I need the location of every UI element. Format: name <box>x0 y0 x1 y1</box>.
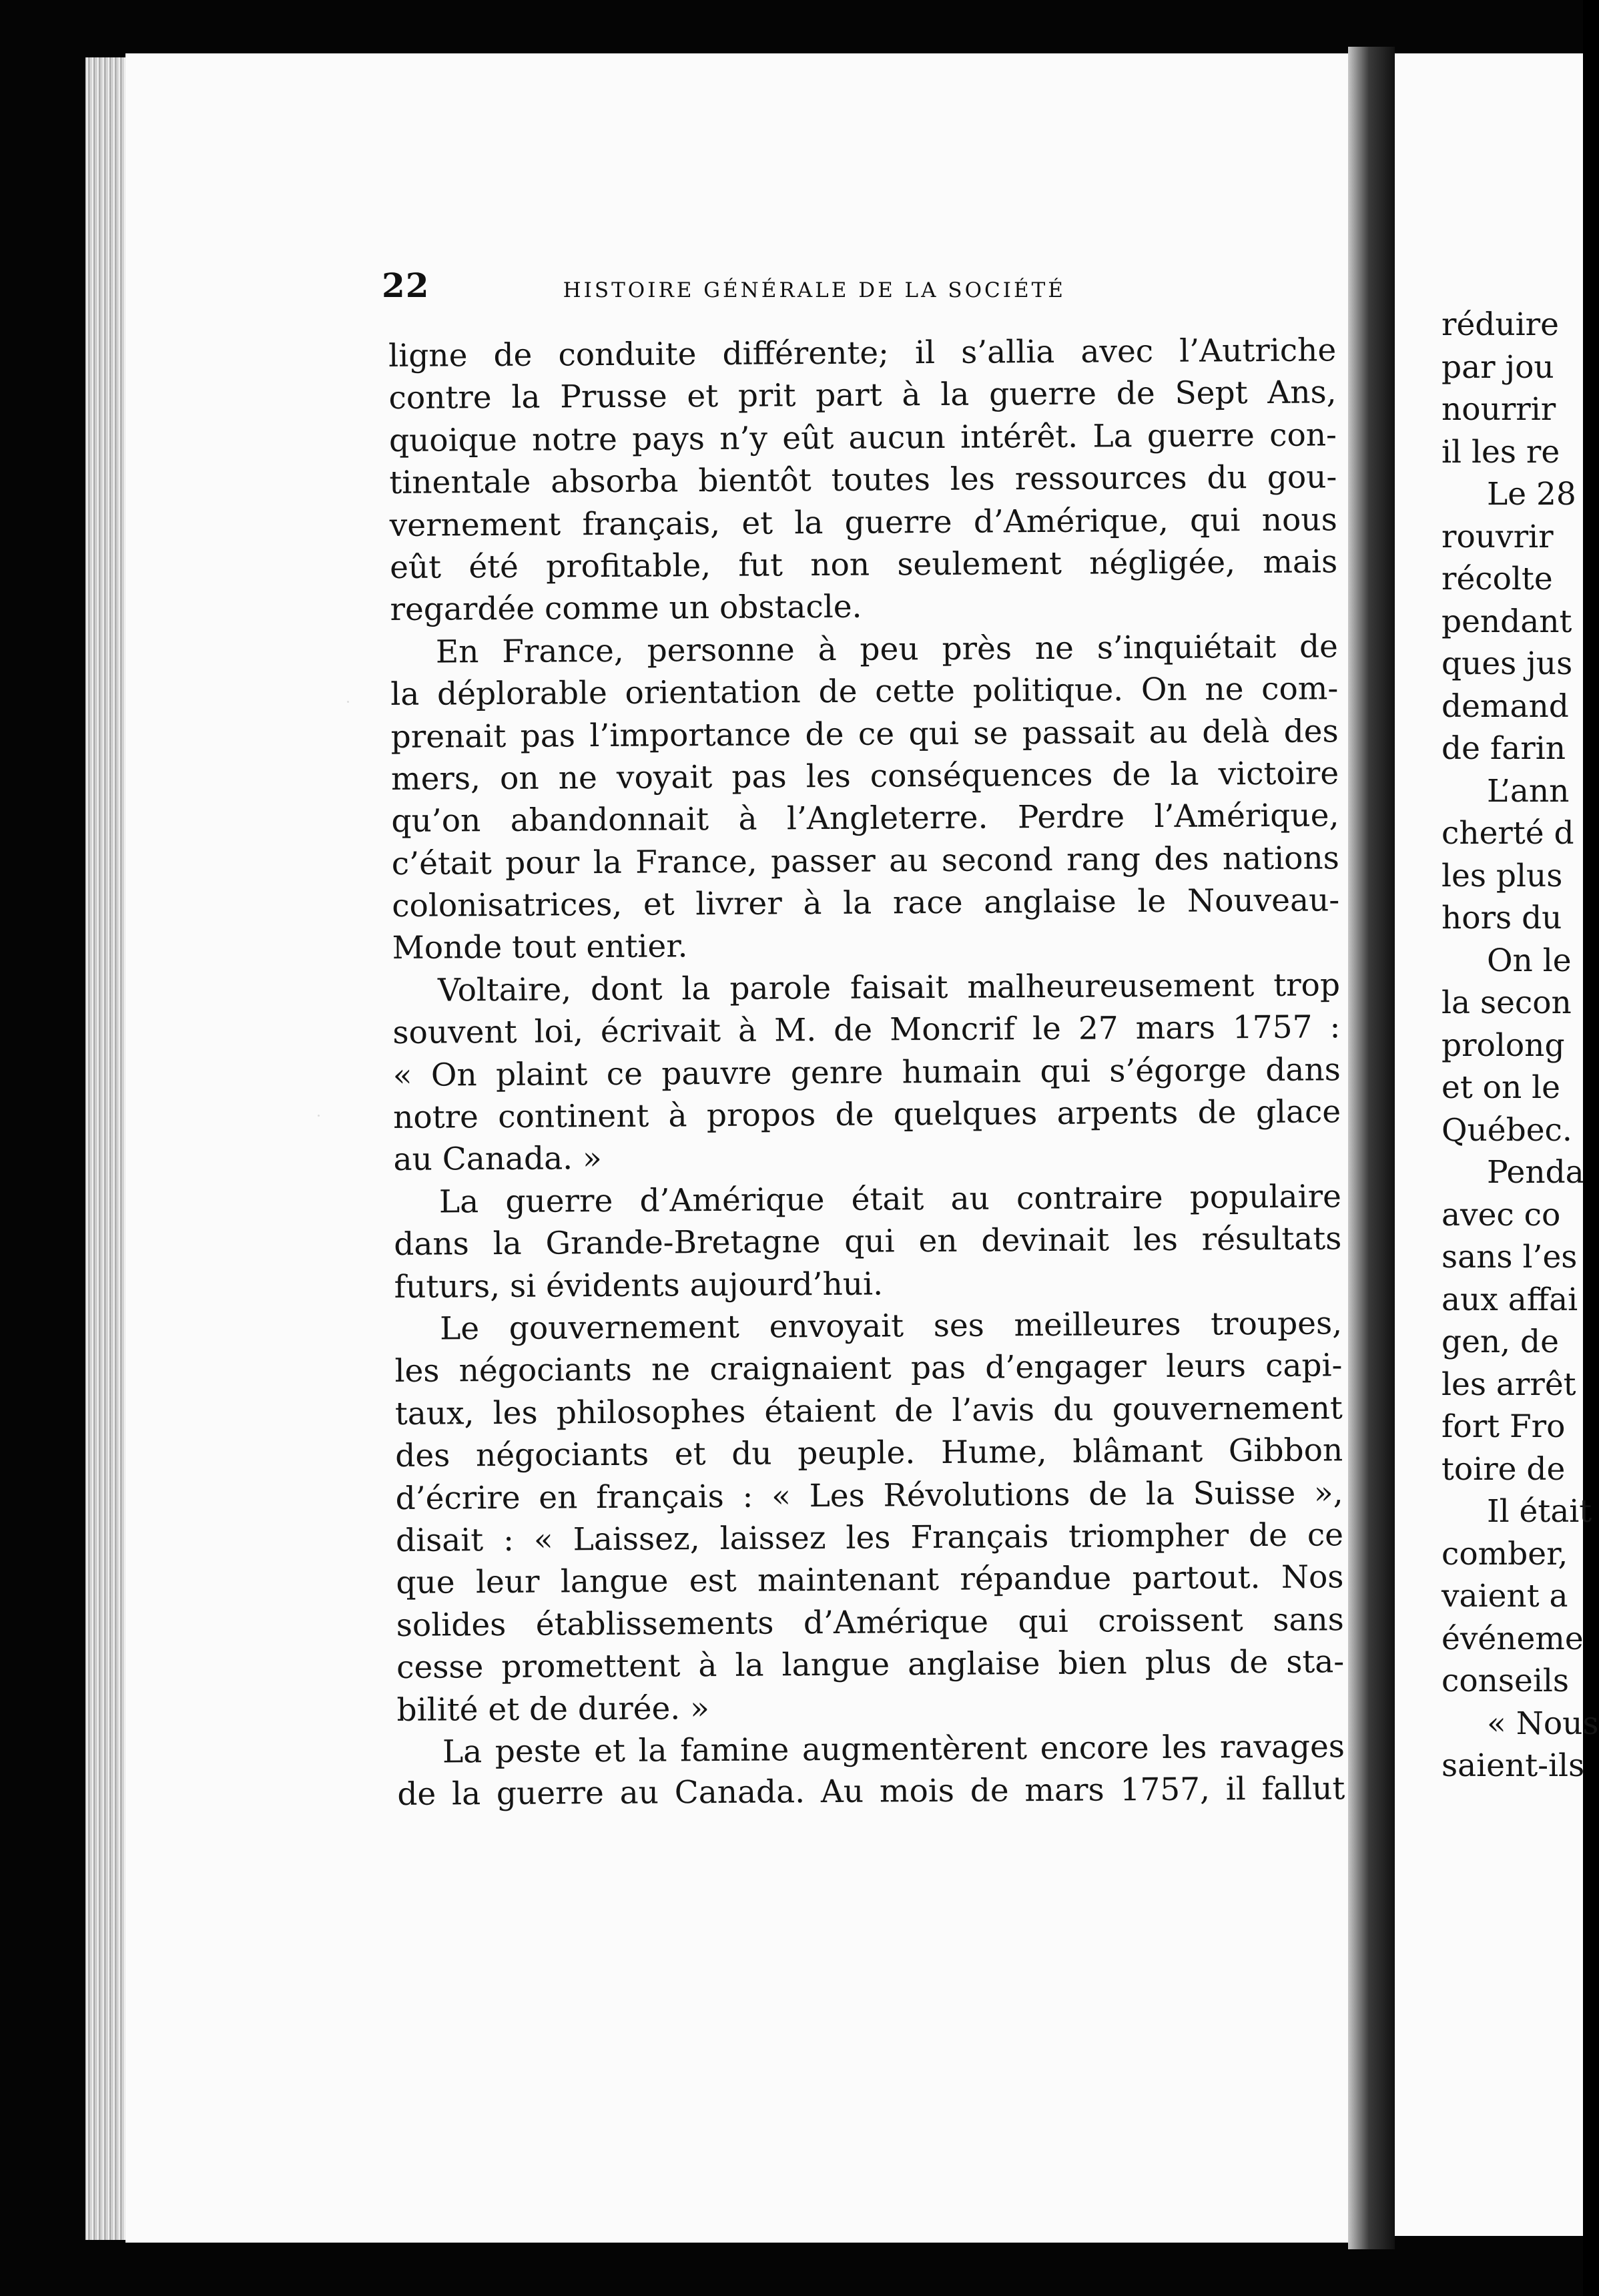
book-page-edges <box>85 57 125 2240</box>
text-line: au Canada. » <box>393 1140 602 1179</box>
right-page-text-line: L’ann <box>1487 772 1570 810</box>
right-page-text-line: fort Fro <box>1442 1408 1566 1445</box>
right-page-text-line: demand <box>1442 687 1569 725</box>
text-line: vernement français, et la guerre d’Amérique, qui nous <box>389 501 1337 544</box>
text-line: contre la Prusse et prit part à la guerre de Sept Ans, <box>388 374 1337 417</box>
paper-speck <box>318 1115 320 1117</box>
text-line: cesse promettent à la langue anglaise bien plus de sta- <box>396 1643 1345 1687</box>
right-page-text-line: Il était <box>1487 1493 1592 1530</box>
right-page-text-line: vaient a <box>1442 1578 1568 1615</box>
text-line: que leur langue est maintenant répandue partout. Nos <box>396 1558 1344 1602</box>
right-page-text-line: Le 28 <box>1487 476 1576 513</box>
right-page-text-line: la secon <box>1442 984 1572 1021</box>
right-page-text-line: conseils <box>1442 1663 1570 1699</box>
right-page-text-line: hors du <box>1442 900 1562 936</box>
text-line: futurs, si évidents aujourd’hui. <box>394 1265 884 1306</box>
text-line: mers, on ne voyait pas les conséquences de la victoire <box>390 755 1339 798</box>
text-line: Monde tout entier. <box>392 928 688 967</box>
text-line: « On plaint ce pauvre genre humain qui s’égorge dans <box>392 1051 1341 1094</box>
text-line: colonisatrices, et livrer à la race anglaise le Nouveau- <box>392 882 1340 925</box>
right-page-text-line: nourrir <box>1442 391 1556 428</box>
right-page-text-line: sans l’es <box>1442 1239 1578 1275</box>
right-page-text-line: réduire <box>1442 306 1559 343</box>
right-page-text-line: les plus <box>1442 857 1563 894</box>
right-page-text-line: saient-ils <box>1442 1747 1585 1784</box>
right-page-text-line: On le <box>1487 942 1572 979</box>
paper-speck <box>347 701 349 703</box>
text-line: tinentale absorba bientôt toutes les ressources du gou- <box>389 459 1337 502</box>
text-line: de la guerre au Canada. Au mois de mars 1757, il fallut <box>397 1770 1345 1813</box>
left-page-body-text <box>388 329 1345 1815</box>
text-line: les négociants ne craignaient pas d’engager leurs capi- <box>394 1347 1343 1390</box>
right-page-text-line: toire de <box>1442 1450 1566 1488</box>
right-page-text-line: prolong <box>1442 1027 1565 1064</box>
right-page-text-line: Penda <box>1487 1154 1584 1191</box>
text-line: La peste et la famine augmentèrent encore les ravages <box>442 1728 1345 1771</box>
text-line: En France, personne à peu près ne s’inquiétait de <box>435 628 1339 671</box>
right-page-text-line: Québec. <box>1442 1111 1572 1149</box>
right-page-text-line: gen, de <box>1442 1324 1559 1360</box>
right-page-text-line: comber, <box>1442 1535 1568 1572</box>
text-line: la déplorable orientation de cette politique. On ne com- <box>390 670 1339 713</box>
text-line: Voltaire, dont la parole faisait malheureusement trop <box>437 966 1341 1009</box>
page-number: 22 <box>382 266 430 305</box>
text-line: des négociants et du peuple. Hume, blâmant Gibbon <box>395 1432 1343 1475</box>
right-page-text-line: et on le <box>1442 1069 1560 1106</box>
book-gutter <box>1348 47 1395 2249</box>
right-page-text-line: événeme <box>1442 1620 1584 1657</box>
text-line: quoique notre pays n’y eût aucun intérêt. La guerre con- <box>388 416 1337 459</box>
text-line: qu’on abandonnait à l’Angleterre. Perdre l’Amérique, <box>391 797 1339 840</box>
text-line: regardée comme un obstacle. <box>390 589 862 629</box>
text-line: taux, les philosophes étaient de l’avis du gouvernement <box>394 1390 1343 1432</box>
right-page-text-line: pendant <box>1442 603 1572 640</box>
right-page-text-line: il les re <box>1442 433 1560 471</box>
text-line: notre continent à propos de quelques arpents de glace <box>392 1093 1341 1137</box>
text-line: souvent loi, écrivait à M. de Moncrif le 27 mars 1757 : <box>392 1009 1341 1052</box>
text-line: Le gouvernement envoyait ses meilleures troupes, <box>439 1305 1343 1348</box>
text-line: eût été profitable, fut non seulement négligée, mais <box>389 543 1338 586</box>
text-line: disait : « Laissez, laissez les Français triompher de ce <box>395 1516 1344 1559</box>
right-page-text-line: les arrêt <box>1442 1366 1576 1403</box>
running-head <box>382 266 1296 306</box>
right-page-text-line: cherté d <box>1442 815 1574 852</box>
text-line: prenait pas l’importance de ce qui se passait au delà des <box>390 712 1339 756</box>
text-line: La guerre d’Amérique était au contraire populaire <box>438 1178 1342 1221</box>
text-line: dans la Grande-Bretagne qui en devinait les résultats <box>394 1220 1342 1263</box>
text-line: bilité et de durée. » <box>396 1689 710 1729</box>
right-page-text-line: récolte <box>1442 561 1553 597</box>
text-line: ligne de conduite différente; il s’allia avec l’Autriche <box>388 332 1337 374</box>
right-page-text-line: aux affai <box>1442 1281 1578 1318</box>
running-title: HISTOIRE GÉNÉRALE DE LA SOCIÉTÉ <box>563 278 1066 302</box>
right-page-text-line: par jou <box>1442 348 1554 386</box>
right-page-text-line: ques jus <box>1442 645 1573 682</box>
right-page-text-line: avec co <box>1442 1196 1561 1233</box>
right-page-text-line: « Nous <box>1487 1705 1599 1742</box>
text-line: solides établissements d’Amérique qui croissent sans <box>396 1601 1344 1644</box>
right-page-text-line: de farin <box>1442 730 1566 767</box>
text-line: c’était pour la France, passer au second rang des nations <box>391 839 1339 882</box>
text-line: d’écrire en français : « Les Révolutions de la Suisse », <box>395 1474 1343 1517</box>
right-page-text-line: rouvrir <box>1442 518 1554 555</box>
right-page-body-text <box>1442 304 1599 1787</box>
